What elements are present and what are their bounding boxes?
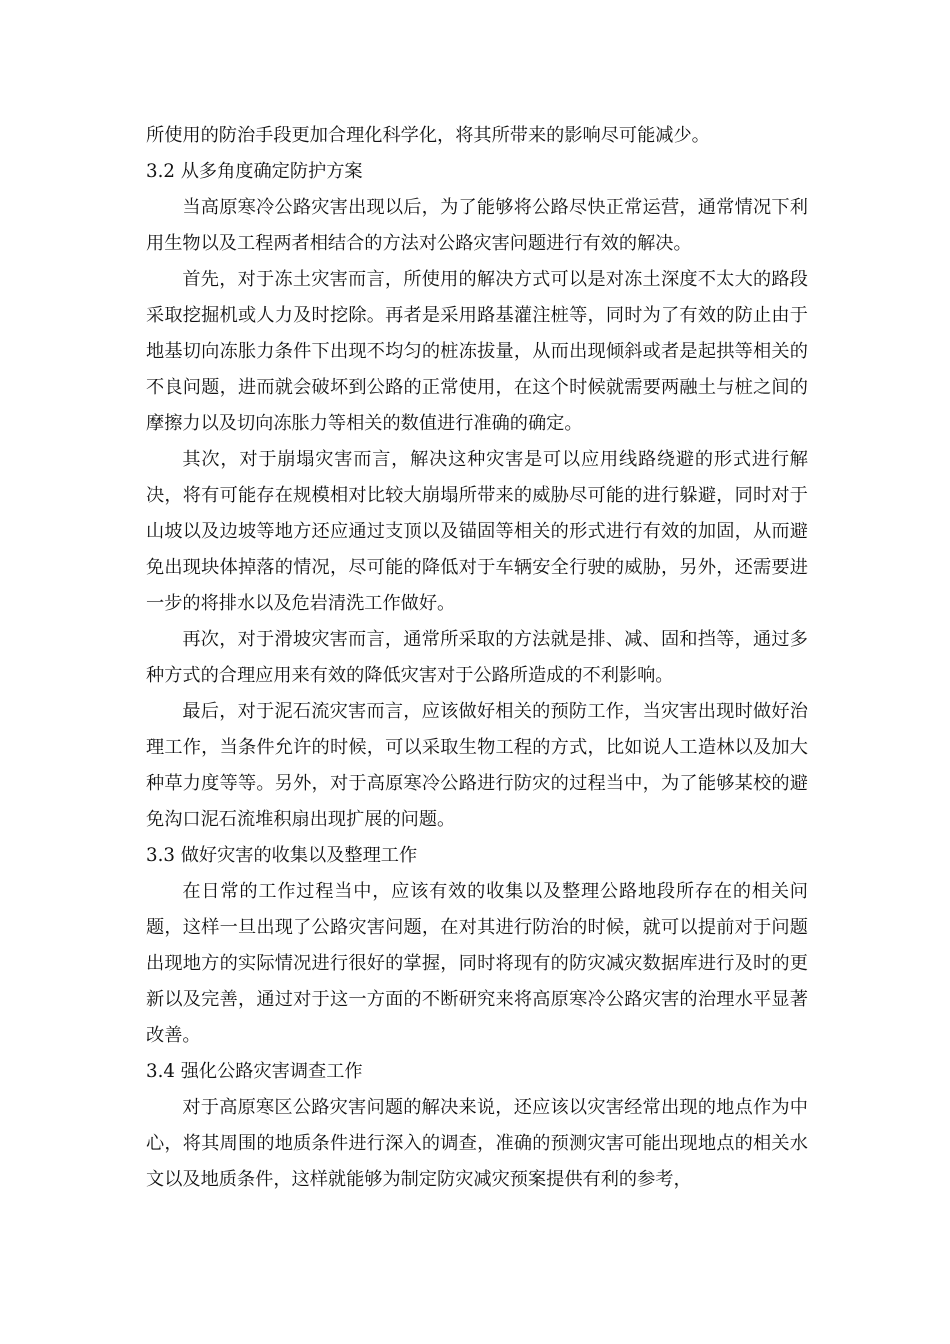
paragraph: 其次，对于崩塌灾害而言，解决这种灾害是可以应用线路绕避的形式进行解决，将有可能存在规模相对比较大崩塌所带来的威胁尽可能的进行躲避，同时对于山坡以及边坡等地方还应通过支顶以及锚固等相关的形式进行有效的加固，从而避免出现块体掉落的情况，尽可能的降低对于车辆安全行驶的威胁，另外，还需要进一步的将排水以及危岩清洗工作做好。 — [146, 449, 808, 614]
paragraph: 首先，对于冻土灾害而言，所使用的解决方式可以是对冻土深度不太大的路段采取挖掘机或人力及时挖除。再者是采用路基灌注桩等，同时为了有效的防止由于地基切向冻胀力条件下出现不均匀的桩冻拔量，从而出现倾斜或者是起拱等相关的不良问题，进而就会破坏到公路的正常使用，在这个时候就需要两融土与桩之间的摩擦力以及切向冻胀力等相关的数值进行准确的确定。 — [146, 269, 808, 434]
paragraph: 最后，对于泥石流灾害而言，应该做好相关的预防工作，当灾害出现时做好治理工作，当条件允许的时候，可以采取生物工程的方式，比如说人工造林以及加大种草力度等等。另外，对于高原寒冷公路进行防灾的过程当中，为了能够某校的避免沟口泥石流堆积扇出现扩展的问题。 — [146, 701, 808, 830]
document-body — [146, 118, 808, 1198]
section-heading: 3.4 强化公路灾害调查工作 — [146, 1061, 363, 1082]
paragraph: 再次，对于滑坡灾害而言，通常所采取的方法就是排、减、固和挡等，通过多种方式的合理应用来有效的降低灾害对于公路所造成的不利影响。 — [146, 629, 808, 686]
section-heading: 3.3 做好灾害的收集以及整理工作 — [146, 845, 418, 866]
paragraph: 对于高原寒区公路灾害问题的解决来说，还应该以灾害经常出现的地点作为中心，将其周围的地质条件进行深入的调查，准确的预测灾害可能出现地点的相关水文以及地质条件，这样就能够为制定防灾减灾预案提供有利的参考， — [146, 1097, 808, 1190]
paragraph: 当高原寒冷公路灾害出现以后，为了能够将公路尽快正常运营，通常情况下利用生物以及工程两者相结合的方法对公路灾害问题进行有效的解决。 — [146, 197, 808, 254]
section-heading: 3.2 从多角度确定防护方案 — [146, 161, 363, 182]
paragraph: 在日常的工作过程当中，应该有效的收集以及整理公路地段所存在的相关问题，这样一旦出现了公路灾害问题，在对其进行防治的时候，就可以提前对于问题出现地方的实际情况进行很好的掌握，同时将现有的防灾减灾数据库进行及时的更新以及完善，通过对于这一方面的不断研究来将高原寒冷公路灾害的治理水平显著改善。 — [146, 881, 808, 1046]
paragraph: 所使用的防治手段更加合理化科学化，将其所带来的影响尽可能减少。 — [146, 125, 710, 146]
